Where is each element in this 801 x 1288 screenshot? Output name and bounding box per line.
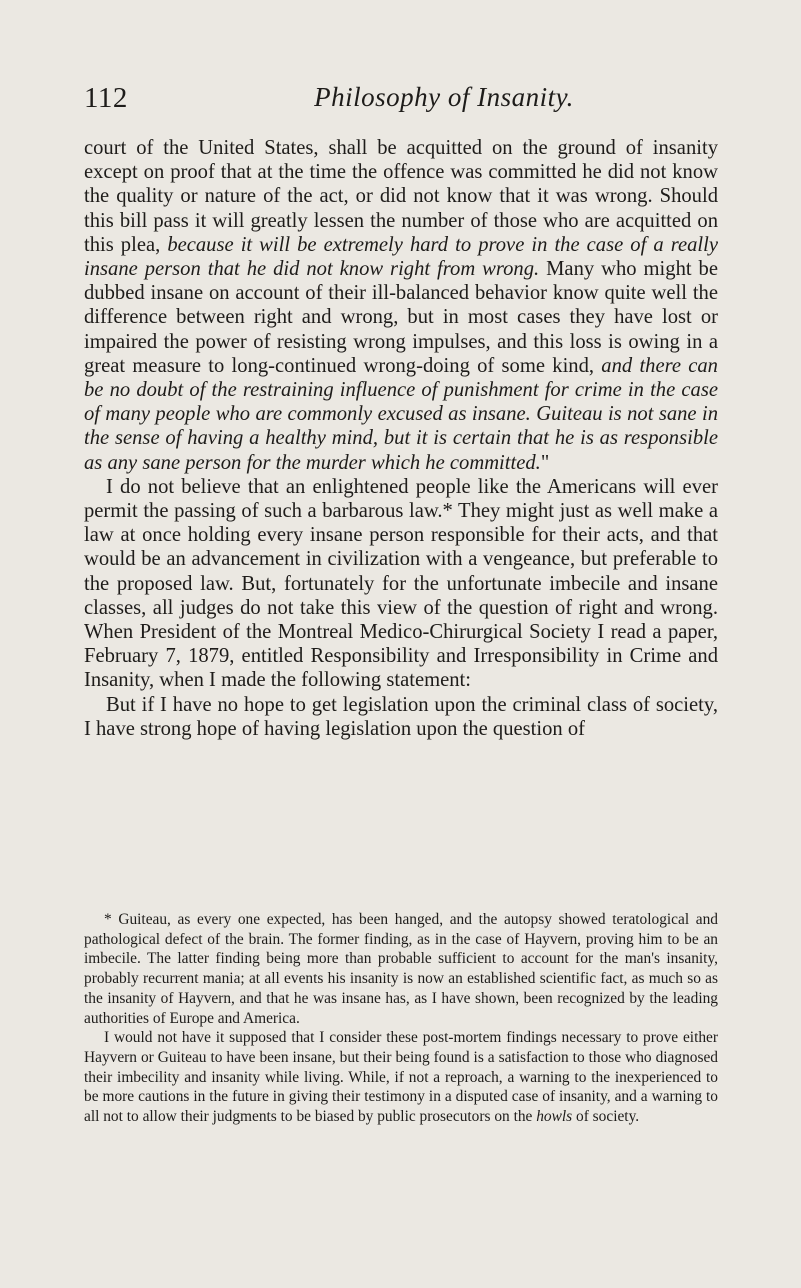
running-title: Philosophy of Insanity. xyxy=(314,82,574,112)
paragraph-1-text-a: court of the United States, shall be acquitted on the ground of insanity except on proof that at the time the offence was committed he did not know the quality or nature of the act, or did not know that it was wrong. Should this bill pass it will greatly lessen the number of those who are acquitted on this plea, xyxy=(84,137,718,256)
footnote-2-text-a: I would not have it supposed that I consider these post-mortem findings necessary to prove either Hayvern or Guiteau to have been insane, but their being found is a satisfaction to those who diagnosed their imbecility and insanity while living. While, if not a reproach, a warning to the inexperienced to be more cautions in the future in giving their testimony in a disputed case of insanity, and a warning to all not to allow their judgments to be biased by public prosecutors on the xyxy=(84,1029,718,1126)
main-text xyxy=(84,136,718,741)
paragraph-1-text-b: Many who might be dubbed insane on account of their ill-balanced behavior know quite well the difference between right and wrong, but in most cases they have lost or impaired the power of resisting wrong impulses, and this loss is owing in a great measure to long-continued wrong-doing of some kind, xyxy=(84,258,718,377)
page-number: 112 xyxy=(84,82,128,114)
footnote-1: * Guiteau, as every one expected, has been hanged, and the autopsy showed teratological and pathological defect of the brain. The former finding, as in the case of Hayvern, proving him to be an imbecile. The latter finding being more than probable sufficient to account for the man's insanity, probably recurrent mania; at all events his insanity is now an established scientific fact, as much so as the insanity of Hayvern, and that he was insane has, as I have shown, been recognized by the leading authorities of Europe and America. xyxy=(84,911,718,1027)
footnote-2-text-b: of society. xyxy=(572,1108,640,1126)
footnote-2 xyxy=(84,1028,718,1127)
page-header xyxy=(84,82,724,122)
footnote-2-italic: howls xyxy=(536,1108,573,1126)
paragraph-3: But if I have no hope to get legislation upon the criminal class of society, I have strong hope of having legislation upon the question of xyxy=(84,693,718,740)
paragraph-2: I do not believe that an enlightened people like the Americans will ever permit the passing of such a barbarous law.* They might just as well make a law at once holding every insane person responsible for their acts, and that would be an advancement in civilization with a vengeance, but preferable to the proposed law. But, fortunately for the unfortunate imbecile and insane classes, all judges do not take this view of the question of right and wrong. When President of the Montreal Medico-Chirurgical Society I read a paper, February 7, 1879, entitled Responsibility and Irresponsibility in Crime and Insanity, when I made the following statement: xyxy=(84,475,718,692)
paragraph-1-italic-b: and there can be no doubt of the restraining influence of punishment for crime in the case of many people who are commonly excused as insane. Guiteau is not sane in the sense of having a healthy mind, but it is certain that he is as responsible as any sane person for the murder which he committed. xyxy=(84,354,718,474)
footnotes xyxy=(84,910,718,1127)
paragraph-1 xyxy=(84,136,718,475)
paragraph-1-italic-a: because it will be extremely hard to prove in the case of a really insane person that he did not know right from wrong. xyxy=(84,233,718,281)
closing-quote: " xyxy=(540,451,550,474)
